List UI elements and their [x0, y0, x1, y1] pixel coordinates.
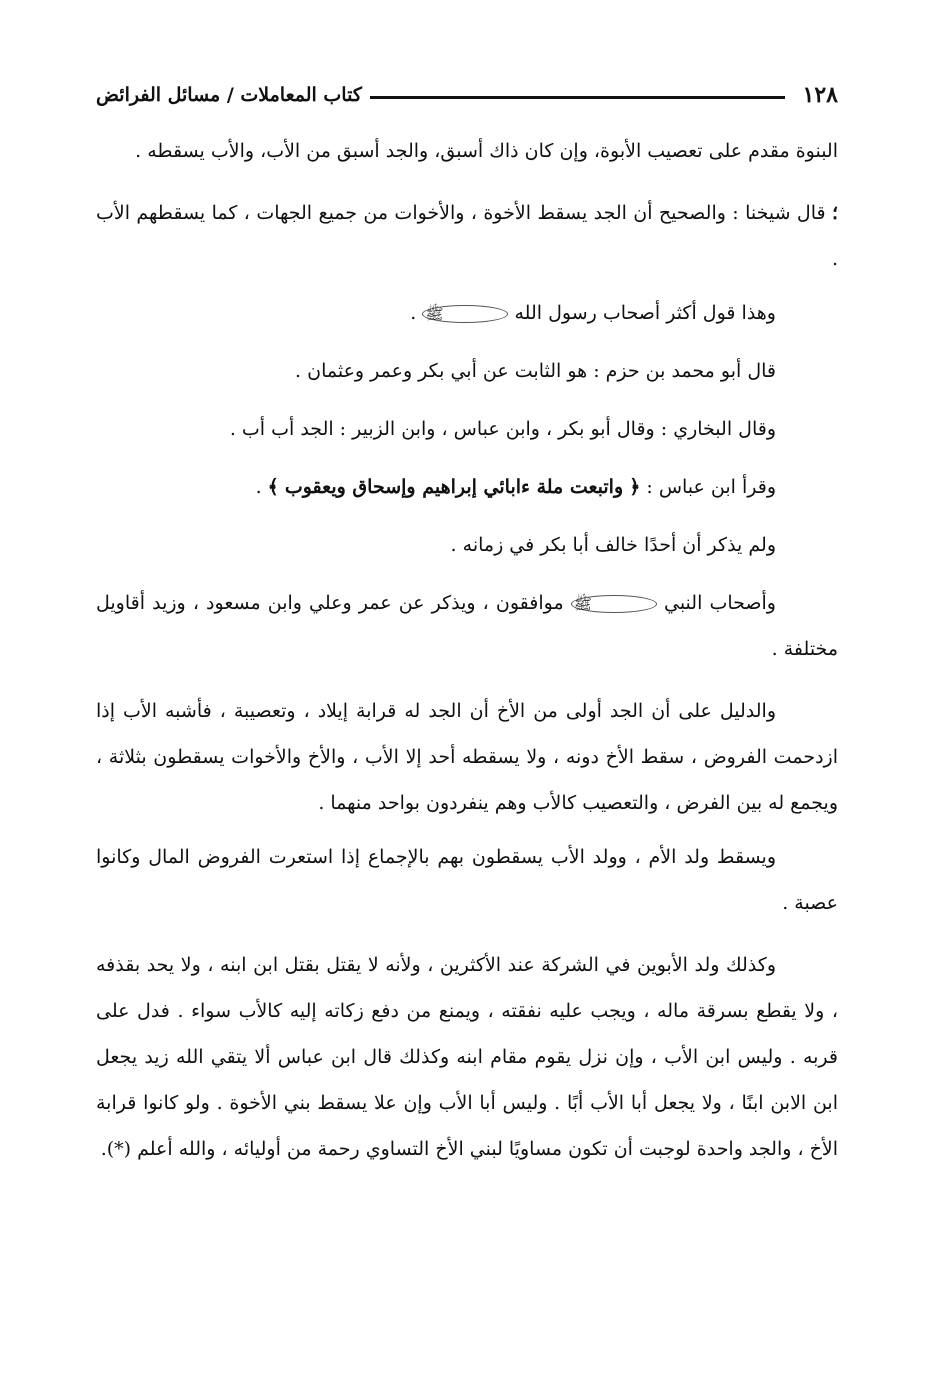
quran-quote: واتبعت ملة ءابائي إبراهيم وإسحاق ويعقوب: [284, 476, 624, 498]
running-title: كتاب المعاملات / مسائل الفرائض: [96, 84, 362, 106]
paragraph-3: [96, 290, 838, 336]
paragraph-9: [96, 688, 838, 826]
body-text: [96, 128, 838, 1172]
paragraph-text: قال أبو محمد بن حزم : هو الثابت عن أبي بكر وعمر وعثمان .: [295, 360, 776, 382]
paragraph-11: [96, 942, 838, 1172]
section-marker: ؛: [831, 202, 838, 224]
paragraph-text: والدليل على أن الجد أولى من الأخ أن الجد له قرابة إيلاد ، وتعصيبة ، فأشبه الأب إذا ازدحمت الفروض ، سقط الأخ دونه ، ولا يسقطه أحد إلا الأب ، والأخ والأخوات يسقطون بثلاثة ، ويجمع له بين الفرض ، والتعصيب كالأب وهم ينفردون بواحد منهما .: [96, 700, 838, 814]
paragraph-text: وقرأ ابن عباس :: [646, 476, 776, 498]
honorific-symbol: ﷺ: [422, 305, 508, 323]
honorific-symbol: ﷺ: [571, 595, 657, 613]
paragraph-text: قال شيخنا : والصحيح أن الجد يسقط الأخوة ، والأخوات من جميع الجهات ، كما يسقطهم الأب .: [96, 202, 838, 270]
paragraph-1: [96, 128, 838, 174]
page-number: ١٢٨: [802, 82, 838, 108]
paragraph-text: وكذلك ولد الأبوين في الشركة عند الأكثرين ، ولأنه لا يقتل بقتل ابن ابنه ، ولا يحد بقذفه ، ولا يقطع بسرقة ماله ، ويجب عليه نفقته ، ويمنع من دفع زكاته إليه كالأب سواء . فدل على قربه . وليس ابن الأب ، وإن نزل يقوم مقام ابنه وكذلك قال ابن عباس ألا يتقي الله زيد يجعل ابن الابن ابنًا ، ولا يجعل أبا الأب أبًا . وليس أبا الأب وإن علا يسقط بني الأخوة . ولو كانوا قرابة الأخ ، والجد واحدة لوجبت أن تكون مساويًا لبني الأخ التساوي رحمة من أوليائه ، والله أعلم (*).: [96, 954, 838, 1160]
paragraph-6: [96, 464, 838, 510]
paragraph-text: وقال البخاري : وقال أبو بكر ، وابن عباس ، وابن الزبير : الجد أب أب .: [229, 418, 776, 440]
quran-close-bracket: ﴾: [267, 476, 279, 498]
paragraph-text-end: .: [255, 476, 262, 498]
paragraph-text: وهذا قول أكثر أصحاب رسول الله: [514, 302, 776, 324]
paragraph-text: البنوة مقدم على تعصيب الأبوة، وإن كان ذاك أسبق، والجد أسبق من الأب، والأب يسقطه .: [135, 140, 838, 162]
paragraph-text: ولم يذكر أن أحدًا خالف أبا بكر في زمانه .: [450, 534, 776, 556]
paragraph-text-end: .: [410, 302, 417, 324]
paragraph-5: [96, 406, 838, 452]
header-rule: [370, 96, 785, 99]
paragraph-4: [96, 348, 838, 394]
paragraph-10: [96, 834, 838, 926]
paragraph-8: [96, 580, 838, 672]
paragraph-text-end: موافقون ، ويذكر عن عمر وعلي وابن مسعود ، وزيد أقاويل مختلفة .: [96, 592, 838, 660]
quran-open-bracket: ﴿: [629, 476, 641, 498]
paragraph-text: ويسقط ولد الأم ، وولد الأب يسقطون بهم بالإجماع إذا استعرت الفروض المال وكانوا عصبة .: [96, 846, 838, 914]
paragraph-7: [96, 522, 838, 568]
page-header: [96, 80, 838, 110]
paragraph-2: [96, 190, 838, 282]
paragraph-text: وأصحاب النبي: [663, 592, 776, 614]
